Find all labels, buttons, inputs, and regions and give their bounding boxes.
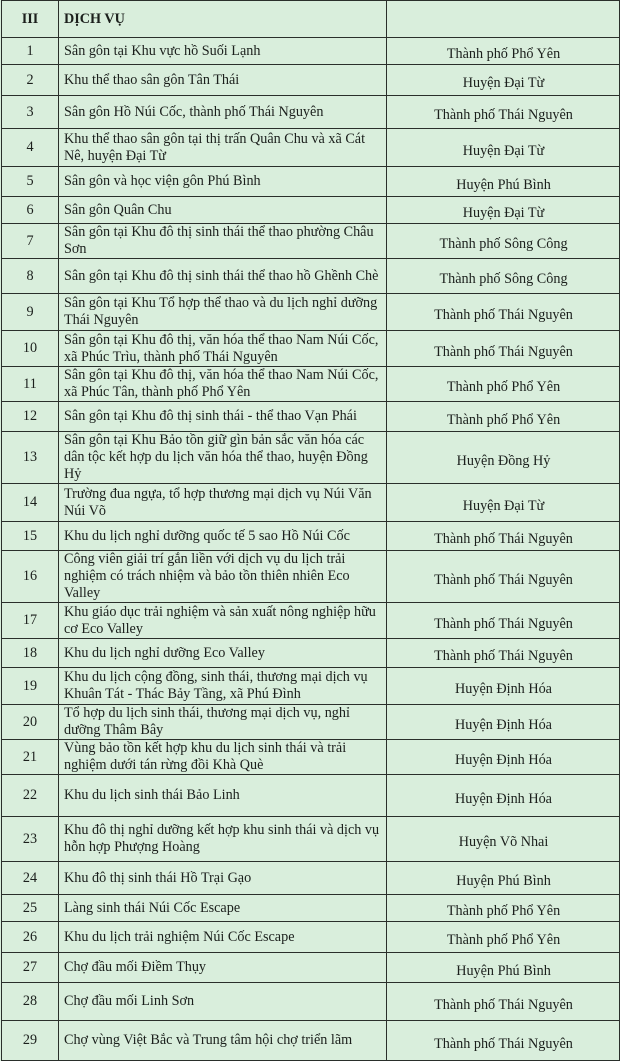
- row-name: Sân gôn tại Khu đô thị, văn hóa thể thao Nam Núi Cốc, xã Phúc Trìu, thành phố Thái Nguyên: [59, 331, 387, 367]
- row-number: 10: [2, 331, 59, 367]
- row-name: Chợ đầu mối Điềm Thụy: [59, 953, 387, 983]
- row-location: Thành phố Thái Nguyên: [387, 639, 620, 668]
- row-location: Thành phố Thái Nguyên: [387, 983, 620, 1021]
- row-location: Huyện Định Hóa: [387, 740, 620, 775]
- table-row: [2, 817, 620, 862]
- table-row: [2, 367, 620, 402]
- section-header-row: [2, 1, 620, 38]
- row-name: Vùng bảo tồn kết hợp khu du lịch sinh thái và trải nghiệm dưới tán rừng đồi Khà Què: [59, 740, 387, 775]
- row-name: Sân gôn Hồ Núi Cốc, thành phố Thái Nguyên: [59, 96, 387, 129]
- row-location: Huyện Định Hóa: [387, 775, 620, 817]
- row-name: Sân gôn tại Khu Tổ hợp thể thao và du lịch nghỉ dưỡng Thái Nguyên: [59, 294, 387, 331]
- row-name: Sân gôn và học viện gôn Phú Bình: [59, 167, 387, 197]
- row-number: 1: [2, 38, 59, 65]
- table-row: [2, 331, 620, 367]
- row-name: Công viên giải trí gắn liền với dịch vụ du lịch trải nghiệm có trách nhiệm và bảo tồn thiên nhiên Eco Valley: [59, 551, 387, 603]
- row-name: Sân gôn tại Khu đô thị sinh thái thể thao hồ Ghềnh Chè: [59, 259, 387, 294]
- row-name: Tổ hợp du lịch sinh thái, thương mại dịch vụ, nghỉ dưỡng Thâm Bây: [59, 705, 387, 740]
- table-row: [2, 402, 620, 432]
- row-number: 28: [2, 983, 59, 1021]
- table-row: [2, 922, 620, 953]
- table-row: [2, 639, 620, 668]
- row-location: Thành phố Sông Công: [387, 259, 620, 294]
- row-location: Thành phố Phổ Yên: [387, 367, 620, 402]
- row-number: 6: [2, 197, 59, 224]
- row-number: 17: [2, 603, 59, 639]
- row-location: Thành phố Thái Nguyên: [387, 331, 620, 367]
- table-row: [2, 432, 620, 484]
- row-number: 2: [2, 65, 59, 96]
- table-row: [2, 603, 620, 639]
- row-number: 18: [2, 639, 59, 668]
- row-name: Sân gôn tại Khu Bảo tồn giữ gìn bản sắc văn hóa các dân tộc kết hợp du lịch văn hóa thể thao, huyện Đồng Hỷ: [59, 432, 387, 484]
- row-location: Huyện Đại Từ: [387, 65, 620, 96]
- row-location: Huyện Định Hóa: [387, 705, 620, 740]
- section-number: III: [2, 1, 59, 38]
- row-location: Thành phố Thái Nguyên: [387, 551, 620, 603]
- table-row: [2, 983, 620, 1021]
- row-name: Chợ đầu mối Linh Sơn: [59, 983, 387, 1021]
- row-number: 25: [2, 895, 59, 922]
- section-title: DỊCH VỤ: [59, 1, 387, 38]
- services-table: [1, 0, 620, 1061]
- row-number: 5: [2, 167, 59, 197]
- table-row: [2, 862, 620, 895]
- row-name: Sân gôn Quân Chu: [59, 197, 387, 224]
- row-location: Thành phố Thái Nguyên: [387, 294, 620, 331]
- row-location: Huyện Định Hóa: [387, 668, 620, 705]
- row-number: 27: [2, 953, 59, 983]
- row-name: Làng sinh thái Núi Cốc Escape: [59, 895, 387, 922]
- table-row: [2, 294, 620, 331]
- row-name: Sân gôn tại Khu vực hồ Suối Lạnh: [59, 38, 387, 65]
- table-row: [2, 38, 620, 65]
- row-name: Khu du lịch cộng đồng, sinh thái, thương mại dịch vụ Khuân Tát - Thác Bảy Tầng, xã Phú Đình: [59, 668, 387, 705]
- row-location: Thành phố Sông Công: [387, 224, 620, 259]
- row-number: 8: [2, 259, 59, 294]
- row-name: Khu du lịch trải nghiệm Núi Cốc Escape: [59, 922, 387, 953]
- row-number: 13: [2, 432, 59, 484]
- row-location: Huyện Phú Bình: [387, 862, 620, 895]
- row-name: Khu đô thị nghỉ dưỡng kết hợp khu sinh thái và dịch vụ hỗn hợp Phượng Hoàng: [59, 817, 387, 862]
- row-location: Thành phố Phổ Yên: [387, 895, 620, 922]
- table-row: [2, 740, 620, 775]
- section-location: [387, 1, 620, 38]
- row-location: Huyện Phú Bình: [387, 167, 620, 197]
- row-number: 9: [2, 294, 59, 331]
- row-name: Sân gôn tại Khu đô thị sinh thái - thể thao Vạn Phái: [59, 402, 387, 432]
- row-location: Thành phố Thái Nguyên: [387, 1021, 620, 1061]
- table-row: [2, 96, 620, 129]
- table-row: [2, 895, 620, 922]
- row-number: 4: [2, 129, 59, 167]
- row-location: Huyện Đại Từ: [387, 197, 620, 224]
- row-number: 14: [2, 484, 59, 522]
- row-location: Thành phố Phổ Yên: [387, 402, 620, 432]
- row-name: Khu du lịch nghỉ dưỡng quốc tế 5 sao Hồ Núi Cốc: [59, 522, 387, 551]
- row-number: 22: [2, 775, 59, 817]
- row-name: Sân gôn tại Khu đô thị sinh thái thể thao phường Châu Sơn: [59, 224, 387, 259]
- row-name: Khu thể thao sân gôn tại thị trấn Quân Chu và xã Cát Nê, huyện Đại Từ: [59, 129, 387, 167]
- row-location: Thành phố Thái Nguyên: [387, 96, 620, 129]
- table-row: [2, 224, 620, 259]
- row-number: 29: [2, 1021, 59, 1061]
- row-name: Khu đô thị sinh thái Hồ Trại Gạo: [59, 862, 387, 895]
- table-row: [2, 953, 620, 983]
- row-number: 26: [2, 922, 59, 953]
- row-number: 23: [2, 817, 59, 862]
- row-name: Khu giáo dục trải nghiệm và sản xuất nông nghiệp hữu cơ Eco Valley: [59, 603, 387, 639]
- row-name: Sân gôn tại Khu đô thị, văn hóa thể thao Nam Núi Cốc, xã Phúc Tân, thành phố Phổ Yên: [59, 367, 387, 402]
- row-location: Thành phố Phổ Yên: [387, 922, 620, 953]
- table-row: [2, 484, 620, 522]
- row-name: Khu du lịch nghỉ dưỡng Eco Valley: [59, 639, 387, 668]
- table-row: [2, 522, 620, 551]
- table-row: [2, 551, 620, 603]
- row-name: Trường đua ngựa, tổ hợp thương mại dịch vụ Núi Văn Núi Võ: [59, 484, 387, 522]
- row-location: Thành phố Thái Nguyên: [387, 603, 620, 639]
- row-location: Huyện Đại Từ: [387, 484, 620, 522]
- table-row: [2, 1021, 620, 1061]
- row-location: Thành phố Phổ Yên: [387, 38, 620, 65]
- row-number: 7: [2, 224, 59, 259]
- table-row: [2, 65, 620, 96]
- row-number: 12: [2, 402, 59, 432]
- row-number: 3: [2, 96, 59, 129]
- table-row: [2, 197, 620, 224]
- table-row: [2, 167, 620, 197]
- row-number: 21: [2, 740, 59, 775]
- table-row: [2, 259, 620, 294]
- row-name: Khu thể thao sân gôn Tân Thái: [59, 65, 387, 96]
- row-number: 20: [2, 705, 59, 740]
- row-number: 19: [2, 668, 59, 705]
- row-number: 11: [2, 367, 59, 402]
- row-location: Huyện Võ Nhai: [387, 817, 620, 862]
- row-name: Khu du lịch sinh thái Bảo Linh: [59, 775, 387, 817]
- table-row: [2, 705, 620, 740]
- table-row: [2, 129, 620, 167]
- row-name: Chợ vùng Việt Bắc và Trung tâm hội chợ triển lãm: [59, 1021, 387, 1061]
- table-row: [2, 775, 620, 817]
- row-location: Huyện Phú Bình: [387, 953, 620, 983]
- table-row: [2, 668, 620, 705]
- row-number: 16: [2, 551, 59, 603]
- row-location: Huyện Đại Từ: [387, 129, 620, 167]
- row-location: Huyện Đồng Hỷ: [387, 432, 620, 484]
- row-number: 24: [2, 862, 59, 895]
- row-location: Thành phố Thái Nguyên: [387, 522, 620, 551]
- row-number: 15: [2, 522, 59, 551]
